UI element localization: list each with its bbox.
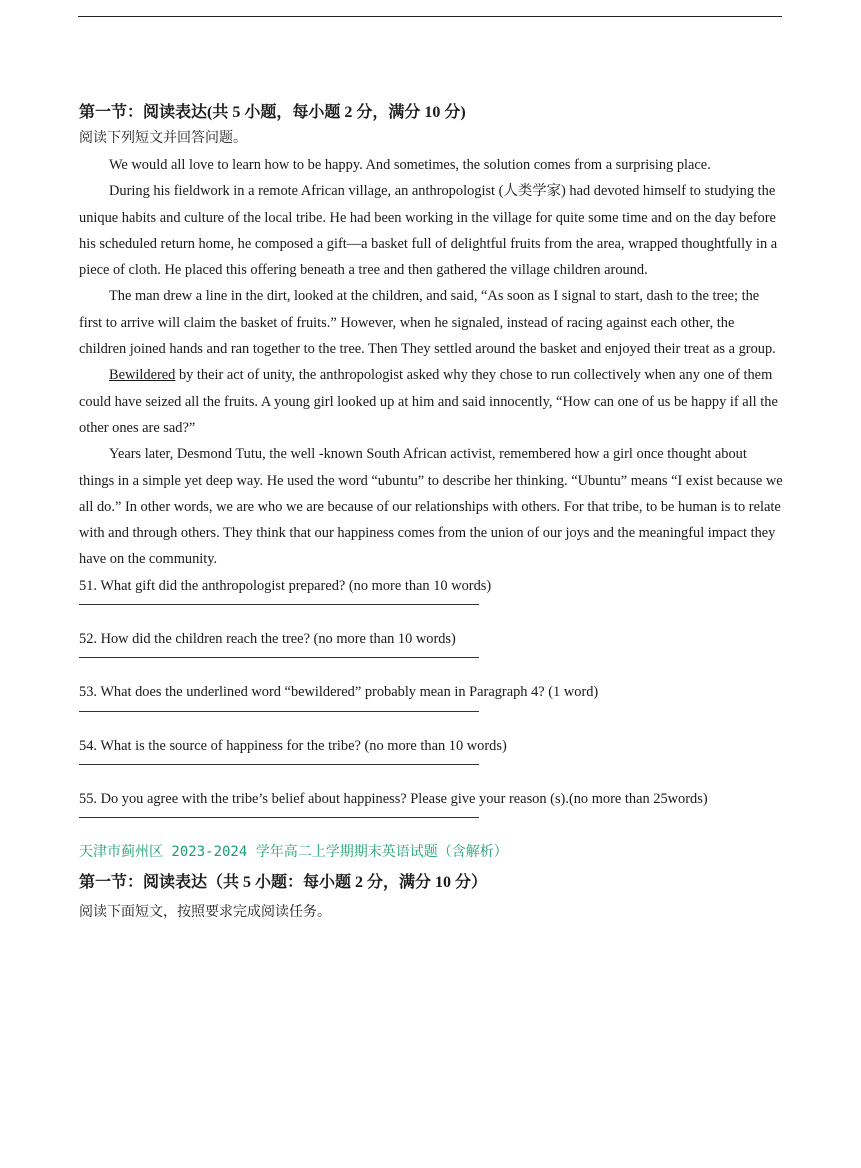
paragraph-4 [79,362,783,441]
answer-line-55 [79,812,783,839]
next-exam-source: 天津市蓟州区 2023-2024 学年高二上学期期末英语试题（含解析） [79,844,508,861]
answer-line-52 [79,652,783,679]
instruction-text: 阅读下列短文并回答问题。 [79,131,247,146]
question-54: 54. What is the source of happiness for the tribe? (no more than 10 words) [79,737,507,754]
answer-line-53 [79,706,783,733]
header-rule [78,16,782,17]
question-52: 52. How did the children reach the tree? (no more than 10 words) [79,631,456,648]
answer-line-54 [79,759,783,786]
section-heading: 第一节：阅读表达(共 5 小题，每小题 2 分，满分 10 分) [79,104,466,121]
paragraph-2: During his fieldwork in a remote African village, an anthropologist (人类学家) had devoted himself to studying the unique habits and culture of the local tribe. He had been working in the village for quite some time and on the day before his scheduled return home, he composed a gift—a basket full of delightful fruits from the area, wrapped thoughtfully in a piece of cloth. He placed this offering beneath a tree and then gathered the village children around. [79,183,778,279]
paragraph-5: Years later, Desmond Tutu, the well -known South African activist, remembered how a girl once thought about things in a simple yet deep way. He used the word “ubuntu” to describe her thinking. “Ubuntu” means “I exist because we all do.” In other words, we are who we are because of our relationships with others. For that tribe, to be human is to relate with and through others. They think that our happiness comes from the union of our joys and the meaningful impact they have on the community. [79,446,783,568]
underlined-word: Bewildered [109,367,176,384]
next-instruction: 阅读下面短文，按照要求完成阅读任务。 [79,905,331,921]
question-53: 53. What does the underlined word “bewildered” probably mean in Paragraph 4? (1 word) [79,684,599,701]
question-51: 51. What gift did the anthropologist prepared? (no more than 10 words) [79,577,492,594]
paragraph-4-text: by their act of unity, the anthropologist asked why they chose to run collectively when any one of them could have seized all the fruits. A young girl looked up at him and said innocently, “How can one of us be happy if all the other ones are sad?” [79,367,778,436]
question-55: 55. Do you agree with the tribe’s belief about happiness? Please give your reason (s).(no more than 25words) [79,790,708,807]
document-body [79,100,783,926]
paragraph-3: The man drew a line in the dirt, looked at the children, and said, “As soon as I signal to start, dash to the tree; the first to arrive will claim the basket of fruits.” However, when he signaled, instead of racing against each other, the children joined hands and ran together to the tree. Then They settled around the basket and enjoyed their treat as a group. [79,288,776,358]
paragraph-1: We would all love to learn how to be happy. And sometimes, the solution comes from a surprising place. [109,157,711,173]
next-section-heading: 第一节：阅读表达（共 5 小题：每小题 2 分，满分 10 分） [79,874,488,892]
answer-line-51 [79,599,783,626]
